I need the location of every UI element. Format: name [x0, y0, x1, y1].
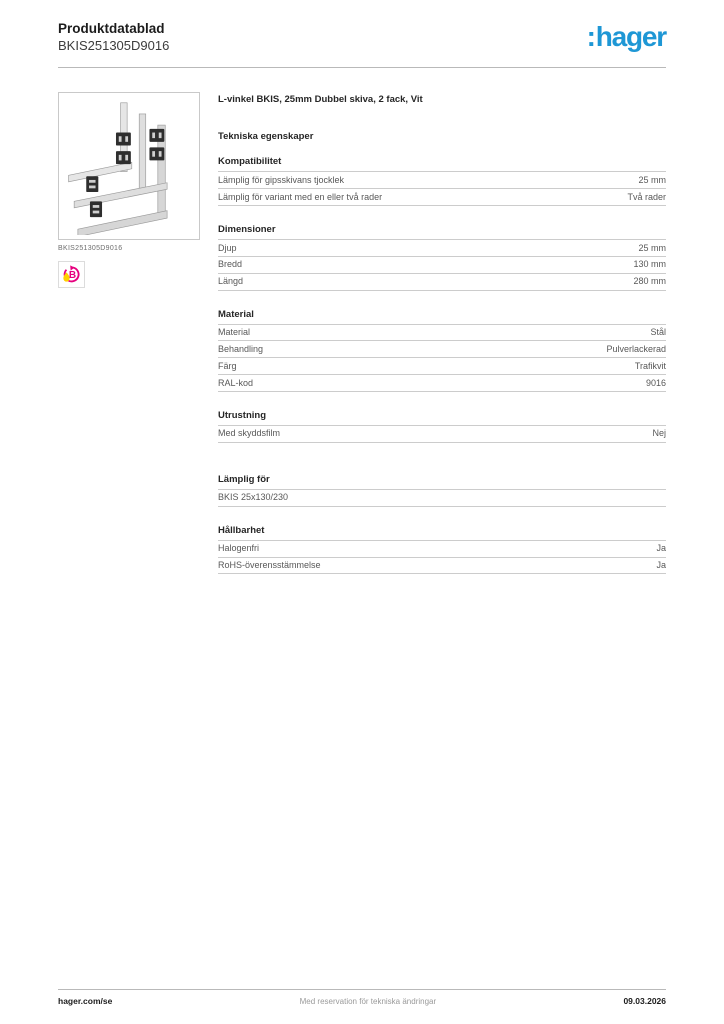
table-row [218, 172, 666, 189]
table-row [218, 558, 666, 575]
row-label: Lämplig för variant med en eller två rader [218, 191, 383, 202]
section-lamplig-for [218, 474, 666, 507]
row-value: 130 mm [633, 259, 666, 270]
row-value: Pulverlackerad [606, 343, 666, 354]
row-value: Stål [650, 327, 666, 338]
footer-divider [58, 989, 666, 990]
row-label: RoHS-överensstämmelse [218, 560, 321, 571]
product-image-frame [58, 92, 200, 240]
section-kompatibilitet [218, 156, 666, 206]
svg-text:B: B [68, 270, 77, 282]
row-label: RAL-kod [218, 377, 254, 388]
row-label: Färg [218, 360, 237, 371]
footer-disclaimer: Med reservation för tekniska ändringar [299, 997, 437, 1006]
table-row [218, 490, 666, 507]
footer-date: 09.03.2026 [623, 996, 666, 1006]
basta-badge-frame [58, 261, 85, 288]
hager-logo [587, 23, 666, 51]
footer-website-link[interactable]: hager.com/se [58, 996, 113, 1006]
row-value: Nej [652, 428, 666, 439]
table-row [218, 375, 666, 392]
table-row [218, 426, 666, 443]
row-label: Halogenfri [218, 543, 260, 554]
section-dimensioner [218, 224, 666, 291]
logo-colon: : [586, 21, 595, 52]
section-title: Hållbarhet [218, 525, 666, 541]
header-divider [58, 67, 666, 68]
document-type: Produktdatablad [58, 21, 165, 36]
row-value: 25 mm [638, 174, 666, 185]
section-title: Utrustning [218, 410, 666, 426]
row-value: Trafikvit [634, 360, 666, 371]
row-value: Ja [656, 543, 666, 554]
row-label: Med skyddsfilm [218, 428, 281, 439]
row-value: 280 mm [633, 276, 666, 287]
row-label: Lämplig för gipsskivans tjocklek [218, 174, 345, 185]
row-value: 25 mm [638, 242, 666, 253]
row-value: Ja [656, 560, 666, 571]
section-title: Kompatibilitet [218, 156, 666, 172]
section-title: Lämplig för [218, 474, 666, 490]
table-row [218, 189, 666, 206]
row-label: Djup [218, 242, 237, 253]
section-utrustning [218, 410, 666, 443]
table-row [218, 274, 666, 291]
product-title: L-vinkel BKIS, 25mm Dubbel skiva, 2 fack, Vit [218, 94, 423, 105]
table-row [218, 341, 666, 358]
section-title: Dimensioner [218, 224, 666, 240]
page-header [58, 21, 666, 67]
table-row [218, 541, 666, 558]
table-row [218, 358, 666, 375]
section-hallbarhet [218, 525, 666, 575]
logo-wordmark: hager [595, 21, 666, 52]
product-image [63, 97, 195, 235]
row-label: Längd [218, 276, 244, 287]
row-value: 9016 [645, 377, 666, 388]
table-row [218, 325, 666, 342]
specs-column [218, 94, 666, 574]
row-label: Bredd [218, 259, 243, 270]
product-media-column [58, 92, 200, 288]
product-image-caption: BKIS251305D9016 [58, 245, 123, 252]
page-footer [58, 996, 666, 1006]
basta-icon [61, 264, 82, 285]
row-label: Material [218, 327, 251, 338]
product-code: BKIS251305D9016 [58, 37, 170, 53]
table-row [218, 257, 666, 274]
section-title: Material [218, 309, 666, 325]
row-value: Två rader [627, 191, 666, 202]
table-row [218, 240, 666, 257]
row-label: BKIS 25x130/230 [218, 492, 289, 503]
row-label: Behandling [218, 343, 264, 354]
section-material [218, 309, 666, 392]
tech-properties-heading: Tekniska egenskaper [218, 131, 314, 143]
